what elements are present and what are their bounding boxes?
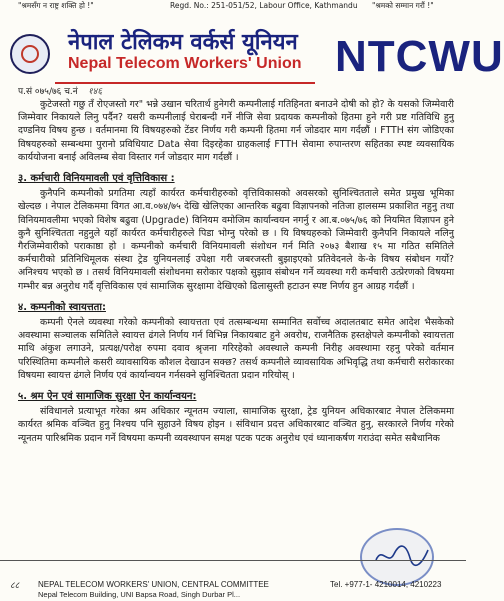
letter-body [18,98,454,450]
section-heading-4: ४. कम्पनीको स्वायत्तता: [18,301,106,313]
org-acronym: NTCWU [335,32,504,81]
handwritten-note: १४६ [88,87,103,97]
section-body-5: संविधानले प्रत्याभूत गरेका श्रम अधिकार न्यूनतम ज्याला, सामाजिक सुरक्षा, ट्रेड युनियन अधिकारबाट नेपाल टेलिकममा कार्यरत श्रमिक वञ्चित हुनु निश्चय पनि सुहाउने विषय होइन । संविधान प्रदत्त अधिकारबाट वञ्चित हुनु, सरकारले निर्णय गरेको न्यूनतम पारिश्रमिक प्रदान गर्ने विषयमा कम्पनी व्यवस्थापन समक्ष पटक पटक अनुरोध एवं ध्यानाकर्षण गराउंदा समेत सबैधानिक [18,406,454,444]
reference-number: प.सं ०७५/७६ च.नं [18,87,78,97]
union-logo-icon [10,34,50,74]
slogan-right: "श्रमको सम्मान गरौं !" [372,1,434,10]
footer-address: Nepal Telecom Building, UNI Bapsa Road, Singh Durbar Pl... [38,590,241,599]
intro-paragraph: कुटेजस्तो गछु तँ रोएजस्तो गर" भन्ने उखान चरितार्थ हुनेगरी कम्पनीलाई गतिहिनता बनाउने दोषी को हो? के यसको जिम्मेवारी जिम्मेवार निकायले लिनु पर्दैन? यसरी कम्पनीलाई घेराबन्दी गर्ने नीजि सेवा प्रदायक कम्पनीको हितमा हुने गरी प्रष्ट गतिविधि हुनु दण्डनिय विषय हुन्छ । वर्तमानमा यि विषयहरुको टेंडर निर्णय गरी कम्पनी हितमा गर्न जोडदार माग गर्दछौं । FTTH संग जोडिएका विषयहरुको सम्बन्धमा पुरानो प्रविधियाट Data सेवा दिइरहेका ग्राहकलाई FTTH सेवामा रुपान्तरण सहितका स्पष्ट व्यवसायिक कार्ययोजना बनाई अविलम्ब सेवा विस्तार गर्न जोडदार माग गर्दछौं । [18,99,454,163]
registration-number: Regd. No.: 251-051/52, Labour Office, Kathmandu [170,1,358,10]
top-strip [0,0,466,14]
org-name-nepali: नेपाल टेलिकम वर्कर्स यूनियन [68,29,298,55]
section-body-3: कुनैपनि कम्पनीको प्रगतिमा त्यहाँ कार्यरत कर्मचारीहरुको वृत्तिविकासको अवसरको सुनिश्चितताले समेत प्रमुख भूमिका खेल्दछ । नेपाल टेलिकममा विगत आ.व.०७४/७५ देखि खेलिएका आन्तरिक बढुवा विज्ञापनको नतिजा हालसम्म प्रकाशित नहुनु तथा विनियमावलीमा भएको विशेष बढुवा (Upgrade) विनियम वमोजिम कार्यान्वयन नगर्नु र आ.ब.०७५/७६ को नियमित विज्ञापन हुने कुनै सुनिश्चितता नहुनुले यहाँ कार्यरत कर्मचारीहरुले पिडा भोग्नु परेको छ । यि विषयहरुको जिम्मेवारी कुनैपनि निकायले नलिनु गैरजिम्मेवारीको पराकाष्ठा हो । कम्पनीको कर्मचारी विनियमावली संशोधन गर्न मिति २०७३ बैशाख १५ मा गठित समितिले कर्मचारीको प्रतिनिधिमूलक संस्था ट्रेड युनियनलाई उपेक्षा गरी जबरजस्ती बुझाइएको प्रतिवेदनले के-के विषय संबोधन गर्यो? अनिश्चय भएको छ । तसर्थ विनियमावली संशोधनमा सरोकार पक्षको सुझाव संबोधन गर्ने व्यवस्था गरी कर्मचारी उत्प्रेरणको विषयमा गम्भीर बन्न अनुरोध गर्दै वृत्तिविकास एवं सामाजिक सुरक्षामा देखिएको ढिलासुस्ती हटाउन स्पष्ट निर्णय हुन आग्रह गर्दछौं । [18,188,454,292]
slogan-left: "श्रमसँग न राष्ट्र शक्ति हो !" [18,1,94,10]
section-heading-5: ५. श्रम ऐन एवं सामाजिक सुरक्षा ऐन कार्यान्वयन: [18,391,197,403]
footer-handwritten-mark: ८८ [10,581,20,591]
section-heading-3: ३. कर्मचारी विनियमावली एवं वृत्तिविकास : [18,173,175,185]
org-name-english: Nepal Telecom Workers' Union [68,55,302,72]
footer-org-name: NEPAL TELECOM WORKERS' UNION, CENTRAL COMMITTEE [38,580,269,589]
footer-telephone: Tel. +977-1- 4210014, 4210223 [330,580,442,589]
section-body-4: कम्पनी ऐनले व्यवस्था गरेको कम्पनीको स्वायत्तता एवं तत्सम्बन्धमा सम्मानित सर्वोच्च अदालतबाट समेत आदेश भैसकेको अवस्थामा सञ्चालक समितिले स्वायत्त ढंगले निर्णय गर्न विभिन्न निकायबाट हुने अवरोध, राजनैतिक हस्तक्षेपले कम्पनीको स्वायत्तता माथि अंकुश लगाउने, प्रत्यक्ष/परोक्ष रुपमा दवाव श्रृजना गरिरहेको अवस्थाले कम्पनी निरीह अवस्थामा रहनु परेको वर्तमान परिस्थितिमा कम्पनीले कसरी व्यावसायिक कौशल देखाउन सक्छ? तसर्थ कम्पनीले व्यावसायिक अभिवृद्धि तथा कर्मचारी सरोकारका विषयमा स्वायत्त ढंगले निर्णय एवं कार्यान्वयन गर्नसक्ने सुनिश्चितता प्रदान गरियोस् । [18,317,454,381]
